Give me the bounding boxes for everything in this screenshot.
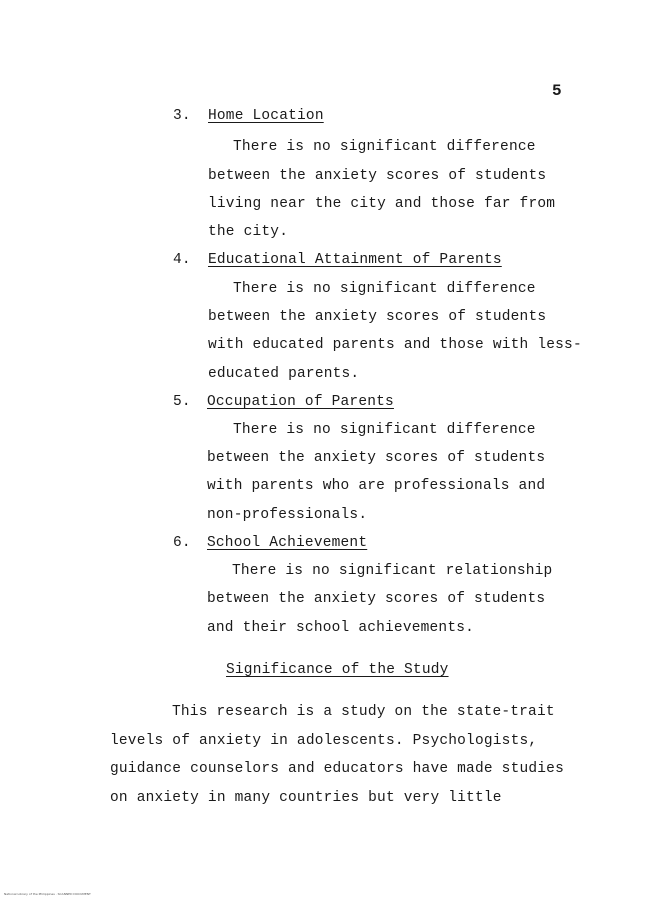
page-number: 5 (552, 82, 562, 100)
item-text-line: between the anxiety scores of students (207, 450, 546, 466)
item-text-line: between the anxiety scores of students (208, 309, 547, 325)
section-heading-significance: Significance of the Study (226, 662, 449, 678)
item-text-line: non-professionals. (207, 507, 368, 523)
item-number: 3. (173, 108, 191, 124)
paragraph-line: guidance counselors and educators have made studies (110, 761, 564, 777)
item-text-line: There is no significant difference (233, 422, 536, 438)
item-text-line: There is no significant relationship (232, 563, 553, 579)
paragraph-line: levels of anxiety in adolescents. Psychologists, (110, 733, 538, 749)
item-text-line: living near the city and those far from (208, 196, 556, 212)
item-text-line: between the anxiety scores of students (207, 591, 546, 607)
item-text-line: and their school achievements. (207, 620, 475, 636)
item-text-line: There is no significant difference (233, 281, 536, 297)
item-text-line: with educated parents and those with less- (208, 337, 582, 353)
item-number: 4. (173, 252, 191, 268)
item-number: 6. (173, 535, 191, 551)
item-text-line: There is no significant difference (233, 139, 536, 155)
item-text-line: between the anxiety scores of students (208, 168, 547, 184)
item-heading-occupation: Occupation of Parents (207, 394, 394, 410)
scan-footer: National Library of the Philippines · SCANNED DOCUMENT (4, 892, 91, 896)
item-text-line: with parents who are professionals and (207, 478, 546, 494)
item-number: 5. (173, 394, 191, 410)
paragraph-line: This research is a study on the state-trait (172, 704, 555, 720)
item-heading-educational-attainment: Educational Attainment of Parents (208, 252, 502, 268)
paragraph-line: on anxiety in many countries but very little (110, 790, 502, 806)
item-heading-school-achievement: School Achievement (207, 535, 368, 551)
item-text-line: educated parents. (208, 366, 360, 382)
item-heading-home-location: Home Location (208, 108, 324, 124)
item-text-line: the city. (208, 224, 289, 240)
